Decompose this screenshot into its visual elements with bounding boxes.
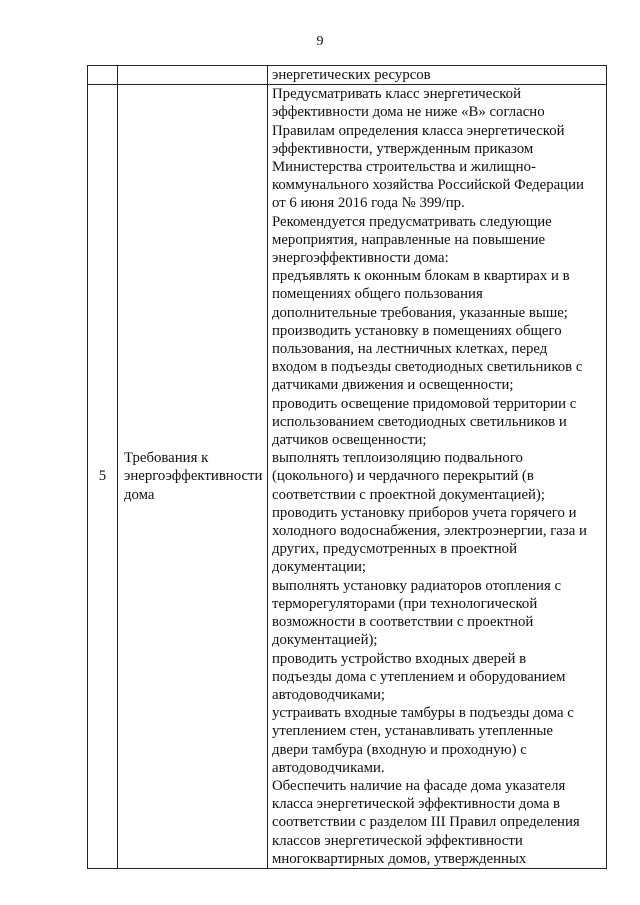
page-number: 9 [316,34,324,49]
content-line: соответствии с проектной документацией); [272,486,545,503]
content-line: от 6 июня 2016 года № 399/пр. [272,195,465,212]
content-line: соответствии с разделом III Правил определения [272,814,580,831]
content-line: терморегуляторами (при технологической [272,595,538,612]
row-number: 5 [88,85,118,869]
requirement-title-line: энергоэффективности [124,468,263,485]
requirement-cell [118,66,268,85]
content-line: дополнительные требования, указанные выше; [272,304,568,321]
content-line: проводить установку приборов учета горячего и [272,504,577,521]
content-line: выполнять установку радиаторов отопления с [272,577,562,594]
content-line: пользования, на лестничных клетках, перед [272,341,548,358]
content-cell: энергетических ресурсов [268,66,607,85]
table-row [88,85,607,869]
content-line: энергоэффективности дома: [272,250,449,267]
content-line: (цокольного) и чердачного перекрытий (в [272,468,534,485]
content-line: эффективности дома не ниже «В» согласно [272,104,545,121]
content-line: устраивать входные тамбуры в подъезды дома с [272,705,574,722]
requirement-content [268,85,607,869]
content-line: проводить освещение придомовой территории с [272,395,577,412]
requirement-title-line: Требования к [124,450,209,467]
content-line: Правилам определения класса энергетической [272,122,565,139]
content-line: двери тамбура (входную и проходную) с [272,741,527,758]
content-line: автодоводчиками; [272,686,386,703]
content-line: использованием светодиодных светильников и [272,413,567,430]
content-line: Министерства строительства и жилищно- [272,159,536,176]
content-line: класса энергетической эффективности дома в [272,796,560,813]
content-line: выполнять теплоизоляцию подвального [272,450,523,467]
content-line: холодного водоснабжения, электроэнергии, газа и [272,523,587,540]
content-line: многоквартирных домов, утвержденных [272,850,527,867]
content-line: утеплением стен, устанавливать утепленные [272,723,553,740]
content-line: документации; [272,559,367,576]
requirement-title-line: дома [124,486,155,503]
content-line: документацией); [272,632,378,649]
number-cell [88,66,118,85]
content-line: других, предусмотренных в проектной [272,541,518,558]
requirement-title [118,85,268,869]
content-line: коммунального хозяйства Российской Федерации [272,177,584,194]
content-line: эффективности, утвержденным приказом [272,140,534,157]
content-line: датчиками движения и освещенности; [272,377,514,394]
content-line: Рекомендуется предусматривать следующие [272,213,552,230]
table-row-continuation [88,66,607,85]
content-line: помещениях общего пользования [272,286,483,303]
content-line: классов энергетической эффективности [272,832,523,849]
content-line: Обеспечить наличие на фасаде дома указателя [272,777,566,794]
requirements-table [87,65,607,869]
content-line: подъезды дома с утеплением и оборудованием [272,668,566,685]
content-line: Предусматривать класс энергетической [272,86,521,103]
content-line: мероприятия, направленные на повышение [272,231,546,248]
content-line: предъявлять к оконным блокам в квартирах и в [272,268,570,285]
content-line: датчиков освещенности; [272,432,427,449]
content-line: автодоводчиками. [272,759,385,776]
content-line: проводить устройство входных дверей в [272,650,527,667]
content-line: возможности в соответствии с проектной [272,614,534,631]
content-line: входом в подъезды светодиодных светильников с [272,359,583,376]
content-line: производить установку в помещениях общего [272,322,562,339]
